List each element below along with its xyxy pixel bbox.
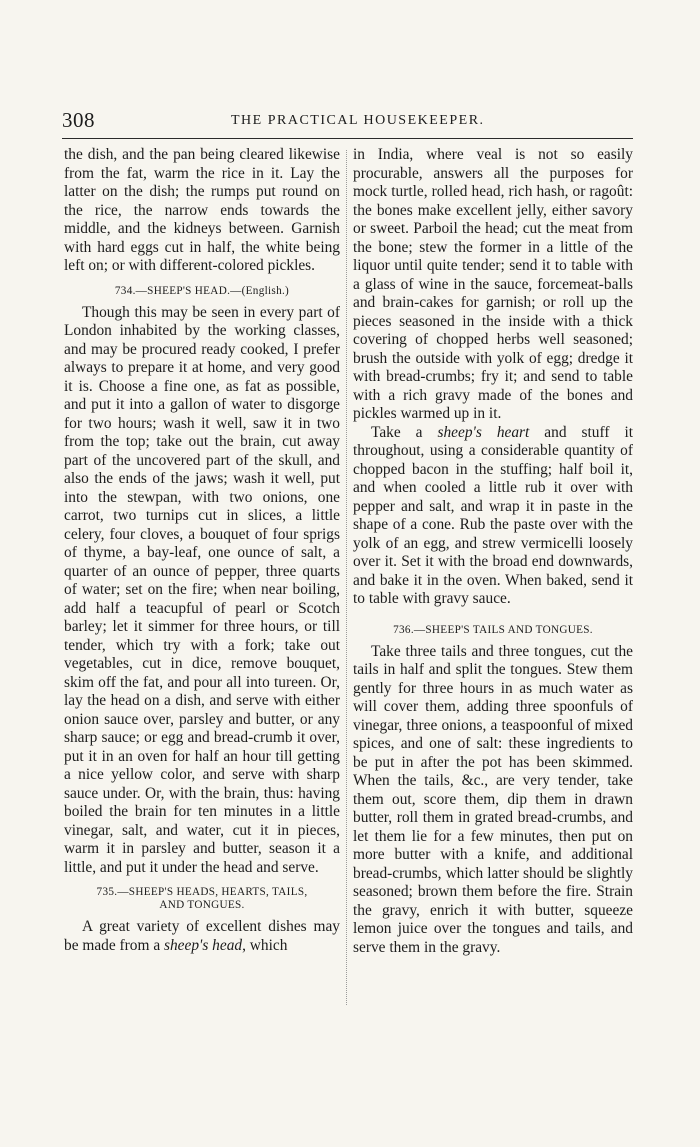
- recipe-735-body-end: , which: [242, 936, 288, 954]
- recipe-734-body: Though this may be seen in every part of London inhabited by the working classes, and may be procured ready cooked, I prefer always to prepare it at home, and very good it is. Choose a fine one, as fat as possible, and put it into a gallon of water to disgorge for two hours; wash it well, saw it in two from the top; take out the brain, cut away part of the uncovered part of the skull, and also the ends of the jaws; wash it well, put into the stewpan, with two onions, one carrot, two turnips cut in slices, a little celery, four cloves, a bouquet of four sprigs of thyme, a bay-leaf, one ounce of salt, a quarter of an ounce of pepper, three quarts of water; set on the fire; when near boiling, add half a teacupful of pearl or Scotch barley; let it simmer for three hours, or till tender, which try with a fork; take out vegetables, cut in dice, remove bouquet, skim off the fat, and pour all into tureen. Or, lay the head on a dish, and serve with either onion sauce over, parsley and butter, or any sharp sauce; or egg and bread-crumb it over, put it in an oven for half an hour till getting a nice yellow color, and serve with sharp sauce under. Or, with the brain, thus: having boiled the brain for ten minutes in a little vinegar, salt, and water, cut it in pieces, warm it in parsley and butter, season it a little, and put it under the head and serve.: [64, 303, 340, 876]
- page-number: 308: [62, 108, 95, 132]
- sheeps-heart-paragraph: [353, 424, 633, 609]
- recipe-735-continuation: in India, where veal is not so easily procurable, answers all the purposes for mock turtle, rolled head, rich hash, or ragoût: the bones make excellent jelly, either savory or sweet. Parboil the head; cut the meat from the bone; stew the former in a little of the liquor until quite tender; send it to table with a glass of wine in the sauce, forcemeat-balls and brain-cakes for garnish; or roll up the pieces seasoned in the inside with a thick covering of chopped herbs well seasoned; brush the outside with yolk of egg; dredge it with bread-crumbs; fry it; and send to table with a rich gravy made of the bones and pickles warmed up in it.: [353, 146, 633, 422]
- running-title: THE PRACTICAL HOUSEKEEPER.: [231, 113, 485, 128]
- recipe-735-heading-line2: AND TONGUES.: [159, 899, 245, 911]
- recipe-735-body-italic: sheep's head: [164, 936, 243, 954]
- recipe-735-heading: [64, 886, 340, 912]
- heart-para-end: and stuff it throughout, using a considerable quantity of chopped bacon in the stuffing; half boil it, and when cooled a little rub it over with pepper and salt, and wrap it in paste in the shape of a cone. Rub the paste over with the yolk of an egg, and strew vermicelli loosely over it. Set it with the broad end downwards, and bake it in the oven. When baked, send it to table with gravy sauce.: [353, 423, 633, 607]
- heart-para-italic: sheep's heart: [437, 423, 530, 441]
- right-column: [353, 146, 633, 957]
- left-column: [64, 146, 340, 955]
- recipe-735-body: [64, 918, 340, 955]
- column-divider: [346, 150, 347, 1005]
- recipe-736-heading: 736.—SHEEP'S TAILS AND TONGUES.: [393, 623, 593, 636]
- recipe-735-heading-line1: 735.—SHEEP'S HEADS, HEARTS, TAILS,: [96, 886, 308, 898]
- header-rule: [62, 138, 633, 139]
- heart-para-start: Take a: [371, 423, 438, 441]
- continued-paragraph: the dish, and the pan being cleared likewise from the fat, warm the rice in it. Lay the latter on the dish; the rumps put round on the rice, the narrow ends towards the middle, and the kidneys between. Garnish with hard eggs cut in half, the white being left on; or with different-colored pickles.: [64, 146, 340, 274]
- recipe-734-heading: 734.—SHEEP'S HEAD.—(English.): [114, 284, 290, 297]
- recipe-736-body: Take three tails and three tongues, cut the tails in half and split the tongues. Stew them gently for three hours in as much water as will cover them, adding three spoonfuls of vinegar, three onions, a teaspoonful of mixed spices, and one of salt: these ingredients to be put in after the pot has been skimmed. When the tails, &c., are very tender, take them out, score them, dip them in drawn butter, roll them in grated bread-crumbs, and let them lie for a few minutes, then put on more butter with a knife, and additional bread-crumbs, which latter should be slightly seasoned; brown them before the fire. Strain the gravy, enrich it with butter, squeeze lemon juice over the tongues and tails, and serve them in the gravy.: [353, 642, 633, 956]
- recipe-735-body-start: A great variety of excellent dishes may be made from a: [64, 918, 340, 954]
